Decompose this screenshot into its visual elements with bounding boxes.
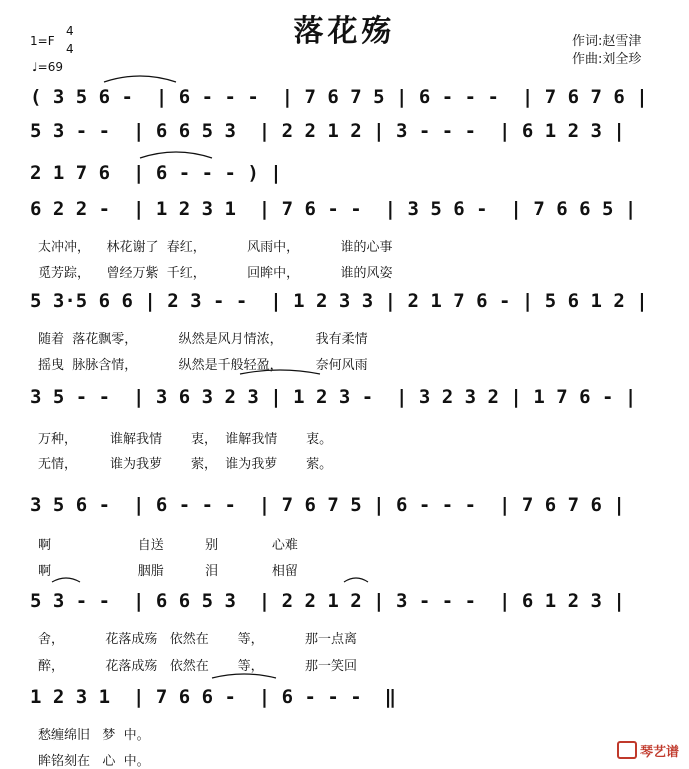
lyric-line-7-verse-2: 啊 胭脂 泪 相留 [38, 564, 298, 579]
lyricist-credit: 作词:赵雪津 [572, 34, 642, 49]
slur-arc [212, 674, 276, 678]
key-signature: 1=F [30, 34, 55, 48]
lyric-line-8-verse-2: 醉， 花落成殇 依然在 等， 那一笑回 [38, 659, 357, 674]
slur-arc [344, 578, 368, 582]
lyric-line-8-verse-1: 舍， 花落成殇 依然在 等， 那一点离 [38, 632, 357, 647]
lyric-line-4-verse-2: 觅芳踪， 曾经万紫 千红， 回眸中， 谁的风姿 [38, 266, 393, 281]
site-logo [608, 726, 679, 760]
lyric-line-6-verse-2: 无情， 谁为我萝 萦， 谁为我萝 萦。 [38, 457, 333, 472]
lyric-line-7-verse-1: 啊 自送 别 心难 [38, 538, 298, 553]
notation-line-3: 2 1 7 6 | 6 - - - ) | [30, 162, 282, 184]
tempo-marking: ♩=69 [32, 60, 63, 74]
notation-line-2: 5 3 - - | 6 6 5 3 | 2 2 1 2 | 3 - - - | 6 1 2 3 | [30, 120, 625, 142]
time-signature-top: 4 [66, 24, 74, 38]
logo-text: 琴艺谱 [639, 745, 679, 760]
notation-line-6: 3 5 - - | 3 6 3 2 3 | 1 2 3 - | 3 2 3 2 | 1 7 6 - | [30, 386, 637, 408]
lyric-line-9-verse-1: 愁缠绵旧 梦 中。 [38, 728, 150, 743]
lyric-line-6-verse-1: 万种， 谁解我情 衷， 谁解我情 衷。 [38, 432, 333, 447]
composer-credit: 作曲:刘全珍 [572, 52, 642, 67]
notation-line-8: 5 3 - - | 6 6 5 3 | 2 2 1 2 | 3 - - - | 6 1 2 3 | [30, 590, 625, 612]
slur-arc [104, 76, 176, 82]
notation-line-1: ( 3 5 6 - | 6 - - - | 7 6 7 5 | 6 - - - | 7 6 7 6 | [30, 86, 648, 108]
slur-arc [140, 152, 212, 158]
lyric-line-9-verse-2: 眸铭刻在 心 中。 [38, 754, 150, 769]
lyric-line-4-verse-1: 太冲冲， 林花谢了 春红， 风雨中， 谁的心事 [38, 240, 393, 255]
notation-line-7: 3 5 6 - | 6 - - - | 7 6 7 5 | 6 - - - | 7 6 7 6 | [30, 494, 625, 516]
time-signature-bottom: 4 [66, 42, 74, 56]
lyric-line-5-verse-1: 随着 落花飘零， 纵然是风月情浓， 我有柔情 [38, 332, 368, 347]
notation-line-9: 1 2 3 1 | 7 6 6 - | 6 - - - ‖ [30, 686, 397, 708]
logo-icon [617, 741, 637, 759]
notation-line-4: 6 2 2 - | 1 2 3 1 | 7 6 - - | 3 5 6 - | 7 6 6 5 | [30, 198, 637, 220]
slur-arc [52, 578, 80, 582]
song-title: 落花殇 [293, 14, 396, 49]
slur-arc [240, 370, 320, 374]
notation-line-5: 5 3·5 6 6 | 2 3 - - | 1 2 3 3 | 2 1 7 6 - | 5 6 1 2 | [30, 290, 648, 312]
lyric-line-5-verse-2: 摇曳 脉脉含情， 纵然是千般轻盈， 奈何风雨 [38, 358, 368, 373]
